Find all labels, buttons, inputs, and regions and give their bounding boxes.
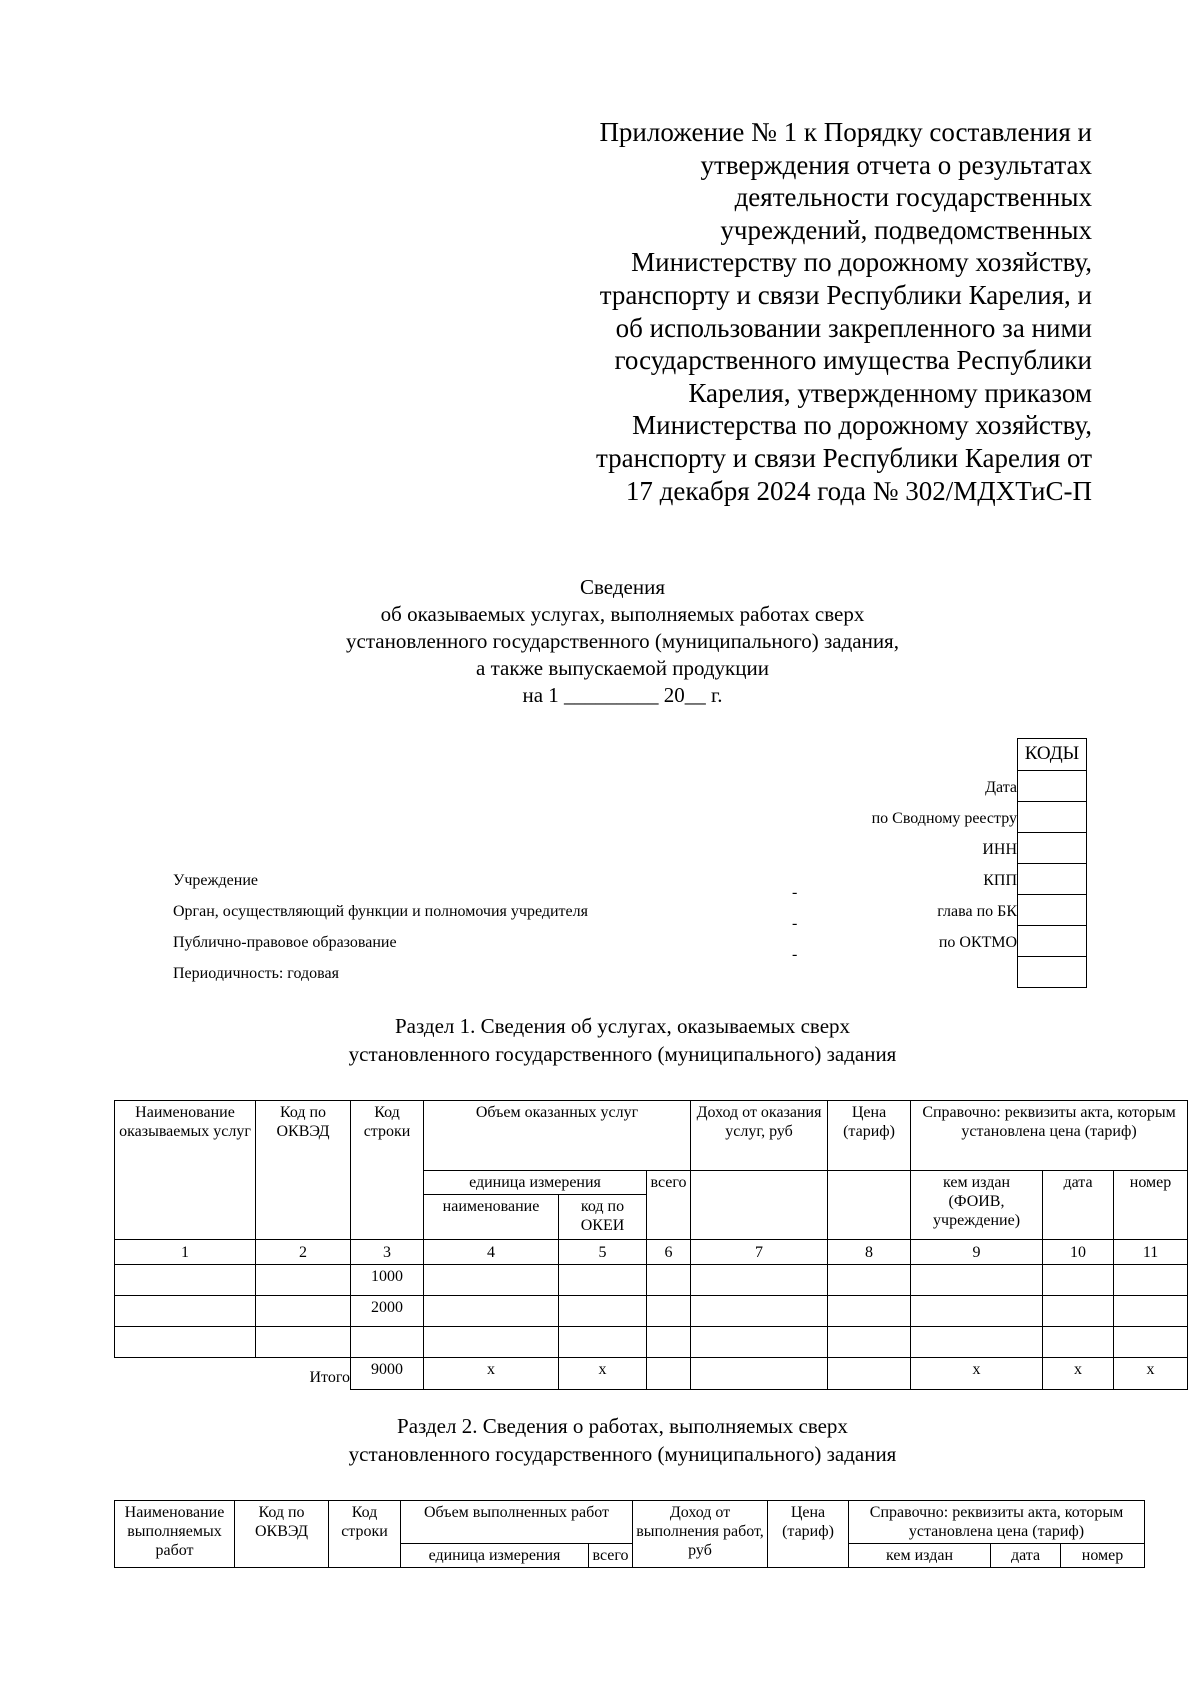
- column-number: 5: [559, 1240, 647, 1265]
- header-name: Наименование оказываемых услуг: [115, 1101, 256, 1240]
- column-number: 10: [1043, 1240, 1114, 1265]
- table-cell[interactable]: [424, 1327, 559, 1358]
- header-reference: Справочно: реквизиты акта, которым установлена цена (тариф): [911, 1101, 1188, 1171]
- table-cell[interactable]: [691, 1265, 828, 1296]
- section1-title-line: установленного государственного (муниципального) задания: [348, 1042, 897, 1066]
- table-cell[interactable]: [559, 1265, 647, 1296]
- column-number: 9: [911, 1240, 1043, 1265]
- document-title: [0, 574, 1200, 709]
- appendix-line: Министерства по дорожному хозяйству,: [632, 410, 1092, 441]
- title-line: на 1 _________ 20__ г.: [522, 683, 723, 707]
- table-cell[interactable]: [691, 1358, 828, 1390]
- appendix-line: 17 декабря 2024 года № 302/МДХТиС-П: [625, 475, 1092, 506]
- row-code: [351, 1327, 424, 1358]
- section2-title: [0, 1412, 1200, 1468]
- total-x: х: [1114, 1358, 1188, 1390]
- table-cell[interactable]: [256, 1327, 351, 1358]
- row-code: 2000: [351, 1296, 424, 1327]
- section1-table: [114, 1100, 1188, 1390]
- appendix-line: Министерству по дорожному хозяйству,: [631, 247, 1092, 278]
- code-label-bk: глава по БК: [937, 903, 1017, 920]
- table-cell[interactable]: [115, 1265, 256, 1296]
- column-number: 7: [691, 1240, 828, 1265]
- header-volume: Объем оказанных услуг: [424, 1101, 691, 1171]
- table-cell[interactable]: [1043, 1265, 1114, 1296]
- code-cell-registry[interactable]: [1018, 801, 1086, 832]
- table-cell[interactable]: [647, 1265, 691, 1296]
- field-institution: Учреждение: [173, 872, 258, 889]
- dash: -: [792, 915, 798, 932]
- appendix-line: транспорту и связи Республики Карелия от: [595, 442, 1092, 473]
- s2-header-income: Доход от выполнения работ, руб: [633, 1501, 768, 1568]
- dash: -: [792, 946, 798, 963]
- table-cell[interactable]: [424, 1296, 559, 1327]
- appendix-line: утверждения отчета о результатах: [700, 149, 1092, 180]
- appendix-line: учреждений, подведомственных: [720, 214, 1092, 245]
- appendix-line: Карелия, утвержденному приказом: [688, 377, 1092, 408]
- column-number: 1: [115, 1240, 256, 1265]
- column-number: 11: [1114, 1240, 1188, 1265]
- field-periodicity: Периодичность: годовая: [173, 965, 339, 982]
- table-cell[interactable]: [1114, 1327, 1188, 1358]
- header-issued-by: кем издан (ФОИВ, учреждение): [911, 1171, 1043, 1240]
- header-income-empty: [691, 1171, 828, 1240]
- title-line: а также выпускаемой продукции: [476, 656, 769, 680]
- table-cell[interactable]: [559, 1296, 647, 1327]
- header-total: всего: [647, 1171, 691, 1240]
- header-income: Доход от оказания услуг, руб: [691, 1101, 828, 1171]
- table-cell[interactable]: [115, 1296, 256, 1327]
- title-line: Сведения: [580, 575, 665, 599]
- s2-header-name: Наименование выполняемых работ: [115, 1501, 235, 1568]
- table-cell[interactable]: [559, 1327, 647, 1358]
- column-number: 6: [647, 1240, 691, 1265]
- section2-title-line: установленного государственного (муниципального) задания: [348, 1442, 897, 1466]
- s2-header-total: всего: [589, 1544, 633, 1568]
- appendix-header: [532, 116, 1092, 507]
- row-code: 1000: [351, 1265, 424, 1296]
- codes-block: [0, 738, 1200, 988]
- total-x: х: [559, 1358, 647, 1390]
- section2-title-line: Раздел 2. Сведения о работах, выполняемых сверх: [397, 1414, 848, 1438]
- s2-header-okved: Код по ОКВЭД: [235, 1501, 329, 1568]
- total-code: 9000: [351, 1358, 424, 1390]
- title-line: об оказываемых услугах, выполняемых работах сверх: [380, 602, 865, 626]
- table-row: [115, 1265, 1188, 1296]
- total-row: [115, 1358, 1188, 1390]
- code-cell-inn[interactable]: [1018, 832, 1086, 863]
- field-founder: Орган, осуществляющий функции и полномочия учредителя: [173, 903, 588, 920]
- appendix-line: об использовании закрепленного за ними: [615, 312, 1092, 343]
- header-price: Цена (тариф): [828, 1101, 911, 1171]
- appendix-line: деятельности государственных: [734, 182, 1092, 213]
- total-x: х: [911, 1358, 1043, 1390]
- dash: -: [792, 884, 798, 901]
- table-cell[interactable]: [1043, 1296, 1114, 1327]
- header-okei: код по ОКЕИ: [559, 1195, 647, 1240]
- table-cell[interactable]: [647, 1358, 691, 1390]
- table-cell[interactable]: [691, 1327, 828, 1358]
- appendix-line: государственного имущества Республики: [614, 345, 1092, 376]
- s2-header-number: номер: [1061, 1544, 1145, 1568]
- header-line-code: Код строки: [351, 1101, 424, 1240]
- code-label-oktmo: по ОКТМО: [938, 934, 1017, 951]
- table-cell[interactable]: [424, 1265, 559, 1296]
- table-row: [115, 1296, 1188, 1327]
- header-unit: единица измерения: [424, 1171, 647, 1195]
- table-cell[interactable]: [256, 1296, 351, 1327]
- column-number: 2: [256, 1240, 351, 1265]
- header-date: дата: [1043, 1171, 1114, 1240]
- table-cell[interactable]: [828, 1296, 911, 1327]
- table-cell[interactable]: [828, 1327, 911, 1358]
- title-line: установленного государственного (муниципального) задания,: [346, 629, 899, 653]
- header-unit-name: наименование: [424, 1195, 559, 1240]
- table-cell[interactable]: [828, 1358, 911, 1390]
- section1-title-line: Раздел 1. Сведения об услугах, оказываемых сверх: [394, 1014, 851, 1038]
- table-cell[interactable]: [911, 1296, 1043, 1327]
- codes-box: [1017, 738, 1087, 988]
- header-number: номер: [1114, 1171, 1188, 1240]
- table-cell[interactable]: [256, 1265, 351, 1296]
- s2-header-reference: Справочно: реквизиты акта, которым установлена цена (тариф): [849, 1501, 1145, 1544]
- code-cell-oktmo[interactable]: [1018, 925, 1086, 956]
- table-cell[interactable]: [647, 1327, 691, 1358]
- column-number: 3: [351, 1240, 424, 1265]
- table-cell[interactable]: [115, 1327, 256, 1358]
- section2-table: [114, 1500, 1145, 1568]
- code-cell-date[interactable]: [1018, 770, 1086, 801]
- table-row: [115, 1327, 1188, 1358]
- s2-header-volume: Объем выполненных работ: [401, 1501, 633, 1544]
- table-cell[interactable]: [1114, 1296, 1188, 1327]
- table-cell[interactable]: [1043, 1327, 1114, 1358]
- total-x: х: [424, 1358, 559, 1390]
- s2-header-line-code: Код строки: [329, 1501, 401, 1568]
- code-label-kpp: КПП: [983, 872, 1017, 889]
- code-label-inn: ИНН: [982, 841, 1017, 858]
- s2-header-price: Цена (тариф): [768, 1501, 849, 1568]
- header-price-empty: [828, 1171, 911, 1240]
- code-cell-extra[interactable]: [1018, 956, 1086, 987]
- table-cell[interactable]: [911, 1327, 1043, 1358]
- header-okved: Код по ОКВЭД: [256, 1101, 351, 1240]
- code-cell-bk[interactable]: [1018, 894, 1086, 925]
- field-public-entity: Публично-правовое образование: [173, 934, 397, 951]
- code-cell-kpp[interactable]: [1018, 863, 1086, 894]
- appendix-line: транспорту и связи Республики Карелия, и: [599, 279, 1092, 310]
- column-number: 4: [424, 1240, 559, 1265]
- table-cell[interactable]: [691, 1296, 828, 1327]
- table-cell[interactable]: [647, 1296, 691, 1327]
- section1-title: [0, 1012, 1200, 1068]
- table-cell[interactable]: [1114, 1265, 1188, 1296]
- s2-header-date: дата: [991, 1544, 1061, 1568]
- table-cell[interactable]: [911, 1265, 1043, 1296]
- s2-header-unit: единица измерения: [401, 1544, 589, 1568]
- appendix-line: Приложение № 1 к Порядку составления и: [599, 117, 1092, 147]
- s2-header-issued-by: кем издан: [849, 1544, 991, 1568]
- codes-header: КОДЫ: [1024, 743, 1080, 764]
- code-label-registry: по Сводному реестру: [871, 810, 1017, 827]
- total-x: х: [1043, 1358, 1114, 1390]
- code-label-date: Дата: [985, 779, 1017, 796]
- table-cell[interactable]: [828, 1265, 911, 1296]
- total-label: Итого: [115, 1358, 351, 1390]
- column-number: 8: [828, 1240, 911, 1265]
